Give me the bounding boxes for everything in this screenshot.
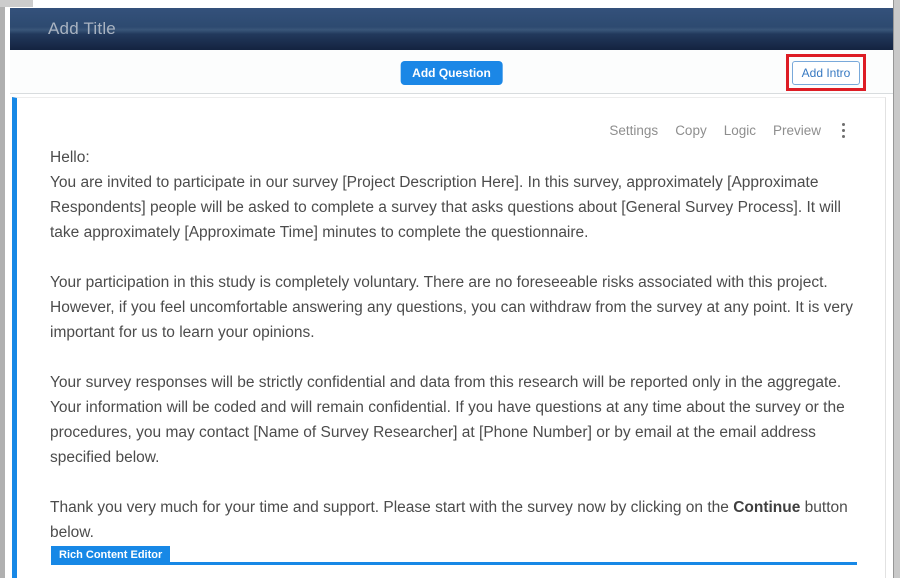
- intro-paragraph: [50, 495, 858, 545]
- greeting-text: Hello:: [50, 149, 90, 166]
- paragraph-4-prefix: Thank you very much for your time and support. Please start with the survey now by clicking on the: [50, 499, 734, 516]
- toolbar: [10, 50, 893, 94]
- logic-link[interactable]: Logic: [723, 122, 756, 138]
- editor-top-border: [51, 562, 857, 565]
- paragraph-2-text: Your participation in this study is completely voluntary. There are no foreseeable risks associated with this project. However, if you feel uncomfortable answering any questions, you can withdraw from the survey at any point. It is very important for us to learn your opinions.: [50, 274, 853, 341]
- preview-link[interactable]: Preview: [772, 122, 821, 138]
- rich-content-editor-tab[interactable]: Rich Content Editor: [51, 546, 170, 563]
- left-edge-strip: [0, 0, 5, 578]
- intro-paragraph: [50, 270, 858, 345]
- title-bar: [10, 8, 893, 50]
- kebab-menu-icon[interactable]: [838, 119, 849, 141]
- block-actions: [609, 119, 849, 141]
- paragraph-3-text: Your survey responses will be strictly confidential and data from this research will be reported only in the aggregate. Your information will be coded and will remain confidential. If you have questions at any time about the survey or the procedures, you may contact [Name of Survey Researcher] at [Phone Number] or by email at the email address specified below.: [50, 374, 845, 466]
- copy-link[interactable]: Copy: [675, 122, 707, 138]
- continue-bold-text: Continue: [733, 499, 801, 516]
- intro-text-region[interactable]: [50, 145, 858, 545]
- scrollbar[interactable]: [893, 0, 900, 578]
- paragraph-4-suffix: button below.: [50, 499, 848, 541]
- intro-block-card: [12, 97, 886, 578]
- rich-content-editor-area: [51, 545, 857, 565]
- paragraph-1-text: You are invited to participate in our survey [Project Description Here]. In this survey, approximately [Approximate Respondents] people will be asked to complete a survey that asks questions about [General Survey Process]. It will take approximately [Approximate Time] minutes to complete the questionnaire.: [50, 174, 841, 241]
- page-title: Add Title: [48, 19, 116, 38]
- intro-paragraph: [50, 145, 858, 245]
- background-fragment: [0, 0, 33, 7]
- highlight-box: [786, 54, 866, 91]
- intro-paragraph: [50, 370, 858, 470]
- settings-link[interactable]: Settings: [609, 122, 659, 138]
- add-question-button[interactable]: Add Question: [400, 61, 503, 85]
- add-intro-button[interactable]: Add Intro: [792, 61, 861, 85]
